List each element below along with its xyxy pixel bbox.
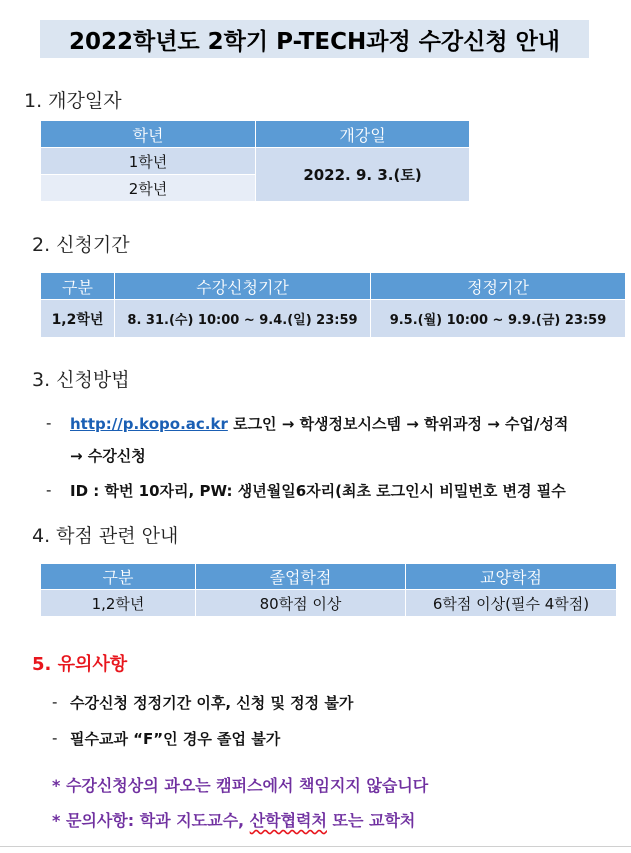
contact-office-text: 산학협력처: [249, 811, 327, 830]
col-header-correction-period: 정정기간: [371, 273, 626, 300]
contact-text-tail: 또는 교학처: [326, 811, 416, 830]
id-password-line: ID : 학번 10자리, PW: 생년월일6자리(최초 로그인시 비밀번호 변경 필수: [70, 482, 566, 500]
category-cell: 1,2학년: [41, 590, 196, 617]
graduation-credits-cell: 80학점 이상: [196, 590, 406, 617]
liberal-arts-credits-cell: 6학점 이상(필수 4학점): [406, 590, 617, 617]
credits-table: [40, 563, 617, 617]
application-period-table: [40, 272, 626, 338]
section-2-heading: 2. 신청기간: [32, 234, 130, 256]
section-5-heading: 5. 유의사항: [32, 654, 128, 675]
disclaimer-text: 수강신청상의 과오는 캠퍼스에서 책임지지 않습니다: [65, 776, 429, 795]
portal-link[interactable]: http://p.kopo.ac.kr: [70, 415, 228, 433]
contact-text: 문의사항: 학과 지도교수,: [65, 811, 250, 830]
page-title: 2022학년도 2학기 P-TECH과정 수강신청 안내: [40, 20, 589, 58]
bullet-dash: -: [52, 693, 58, 711]
col-header-category: 구분: [41, 564, 196, 590]
note-bullet: *: [52, 811, 66, 830]
col-header-opening-date: 개강일: [256, 121, 470, 148]
opening-date-table: [40, 120, 470, 202]
notice-item: 필수교과 “F”인 경우 졸업 불가: [70, 730, 281, 748]
col-header-liberal-arts-credits: 교양학점: [406, 564, 617, 590]
section-3-heading: 3. 신청방법: [32, 369, 130, 391]
col-header-graduation-credits: 졸업학점: [196, 564, 406, 590]
grade-cell: 2학년: [41, 175, 256, 202]
opening-date-cell: 2022. 9. 3.(토): [256, 148, 470, 202]
login-path-line: [70, 413, 568, 434]
section-1-heading: 1. 개강일자: [24, 90, 122, 112]
bullet-dash: -: [52, 729, 58, 747]
disclaimer-note: [52, 773, 428, 796]
registration-period-cell: 8. 31.(수) 10:00 ~ 9.4.(일) 23:59: [115, 300, 371, 338]
notice-item: 수강신청 정정기간 이후, 신청 및 정정 불가: [70, 694, 354, 712]
login-path-text: 로그인 → 학생정보시스템 → 학위과정 → 수업/성적: [227, 415, 569, 433]
note-bullet: *: [52, 776, 66, 795]
section-4-heading: 4. 학점 관련 안내: [32, 525, 179, 547]
col-header-registration-period: 수강신청기간: [115, 273, 371, 300]
login-path-line-2: → 수강신청: [70, 447, 146, 465]
correction-period-cell: 9.5.(월) 10:00 ~ 9.9.(금) 23:59: [371, 300, 626, 338]
bullet-dash: -: [46, 481, 52, 499]
bullet-dash: -: [46, 414, 52, 432]
contact-note: [52, 808, 415, 831]
col-header-category: 구분: [41, 273, 115, 300]
category-cell: 1,2학년: [41, 300, 115, 338]
page-bottom-rule: [0, 846, 631, 847]
col-header-grade: 학년: [41, 121, 256, 148]
grade-cell: 1학년: [41, 148, 256, 175]
